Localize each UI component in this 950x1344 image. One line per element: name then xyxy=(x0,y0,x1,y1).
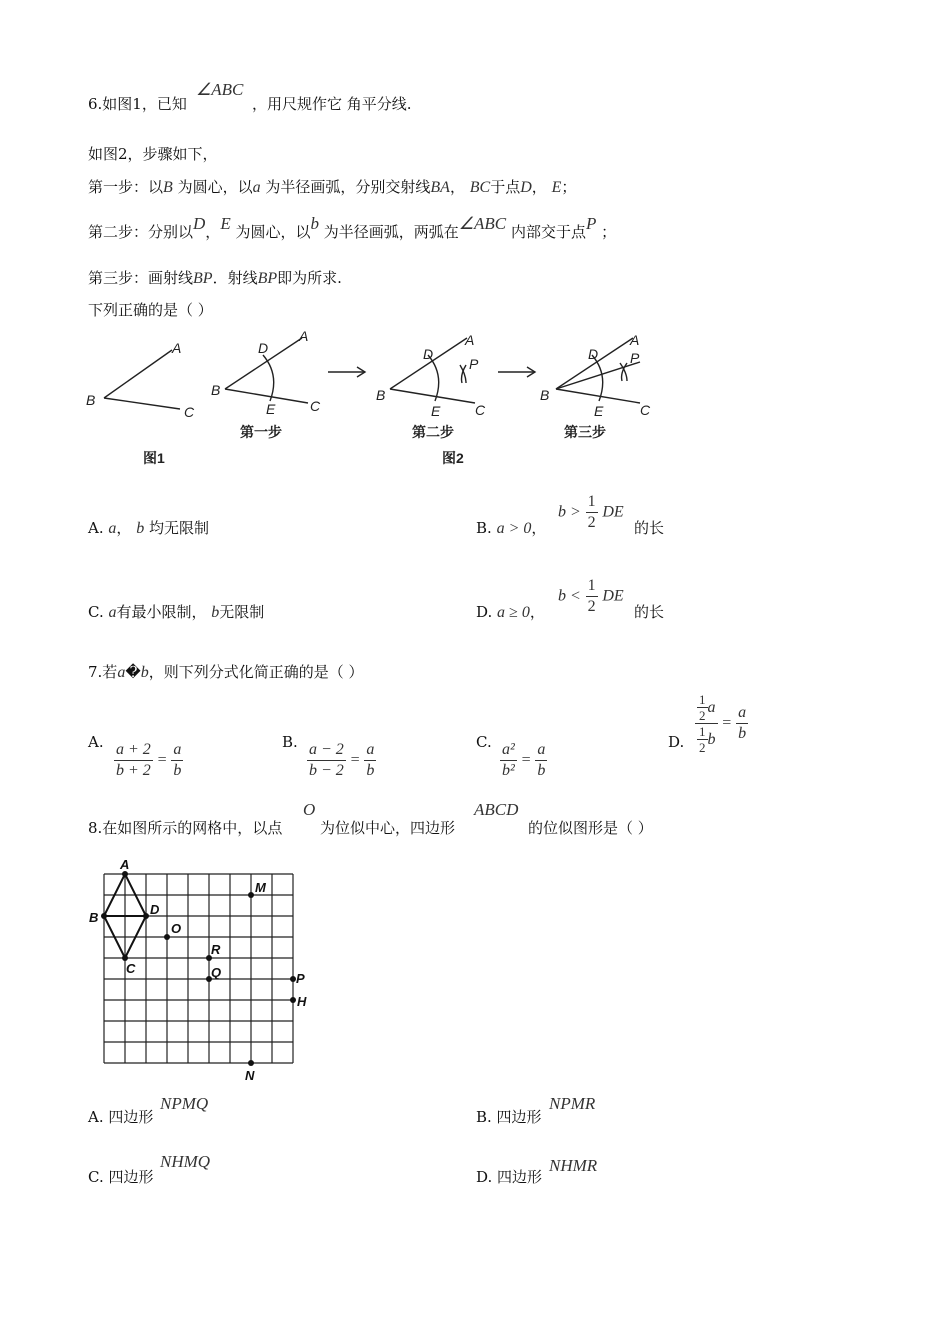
q7-option-a-label[interactable]: A. xyxy=(88,733,104,751)
s1-label-e: E xyxy=(266,401,276,417)
s1-label-a: A xyxy=(299,328,309,344)
q7-stem: 7.若a�b，则下列分式化简正确的是（ ） xyxy=(88,663,364,681)
s3-label-c: C xyxy=(640,402,651,418)
q6-option-b-tail: 的长 xyxy=(634,519,665,537)
s2-label-b: B xyxy=(376,387,386,403)
point-label-n: N xyxy=(245,1068,255,1083)
point-label-m: M xyxy=(255,880,266,895)
q6-option-b[interactable]: B. a > 0， xyxy=(476,519,547,537)
s1-label-d: D xyxy=(258,340,269,356)
q6-step2: 第二步：分别以D，E 为圆心，以b 为半径画弧，两弧在∠ABC 内部交于点P ； xyxy=(88,214,617,241)
q6-figure xyxy=(80,325,680,475)
q6-ask: 下列正确的是（ ） xyxy=(88,301,213,319)
q8-stem-mid: 为位似中心，四边形 xyxy=(320,819,456,837)
s3-label-e: E xyxy=(594,403,604,419)
q6-step3: 第三步：画射线BP．射线BP即为所求. xyxy=(88,269,342,287)
point-label-o: O xyxy=(171,921,182,936)
point-n xyxy=(248,1060,254,1066)
s2-label-e: E xyxy=(431,403,441,419)
point-label-q: Q xyxy=(211,965,222,980)
point-label-r: R xyxy=(211,942,221,957)
step2-caption: 第二步 xyxy=(412,424,454,440)
point-label-a: A xyxy=(120,857,130,872)
s3-label-b: B xyxy=(540,387,550,403)
q8-center-o: O xyxy=(303,800,316,819)
q6-stem: 6.如图1，已知 xyxy=(88,95,187,113)
q6-option-a[interactable]: A. a， b 均无限制 xyxy=(88,519,209,537)
step3-caption: 第三步 xyxy=(564,424,606,440)
fig2-caption: 图2 xyxy=(442,450,464,466)
q8-option-b-quad: NPMR xyxy=(549,1094,596,1113)
q6-option-b-formula: b > $\frac{1}{2}$ DE xyxy=(558,493,624,531)
q7-option-d-label[interactable]: D. xyxy=(668,733,685,751)
q7-option-c-label[interactable]: C. xyxy=(476,733,492,751)
s2-label-c: C xyxy=(475,402,486,418)
q8-stem: 8.在如图所示的网格中，以点 xyxy=(88,819,283,837)
point-o xyxy=(164,934,170,940)
q8-option-c[interactable]: C. 四边形 xyxy=(88,1168,154,1186)
point-label-c: C xyxy=(126,961,136,976)
step1-caption: 第一步 xyxy=(240,424,282,440)
fig1-caption: 图1 xyxy=(143,450,165,466)
q6-line2: 如图2，步骤如下， xyxy=(88,145,218,163)
q8-option-a-quad: NPMQ xyxy=(160,1094,209,1113)
q7-option-a-formula: $\frac{a + 2}{b + 2}$ = $\frac{a}{b}$ xyxy=(116,741,182,779)
s2-label-d: D xyxy=(423,346,434,362)
point-h xyxy=(290,997,296,1003)
q8-option-a[interactable]: A. 四边形 xyxy=(88,1108,154,1126)
q6-option-d[interactable]: D. a ≥ 0， xyxy=(476,603,545,621)
s2-label-a: A xyxy=(465,332,475,348)
q6-stem-suffix: ，用尺规作它 角平分线. xyxy=(252,95,412,113)
q7-option-b-formula: $\frac{a - 2}{b - 2}$ = $\frac{a}{b}$ xyxy=(309,741,375,779)
q8-grid-figure xyxy=(80,852,320,1087)
q8-stem-suffix: 的位似图形是（ ） xyxy=(528,819,653,837)
q7-option-b-label[interactable]: B. xyxy=(282,733,298,751)
q6-option-d-tail: 的长 xyxy=(634,603,665,621)
s3-label-d: D xyxy=(588,346,599,362)
q6-step1: 第一步：以B 为圆心，以a 为半径画弧，分别交射线BA， BC于点D， E； xyxy=(88,178,577,196)
fig1-label-b: B xyxy=(86,392,96,408)
s3-label-p: P xyxy=(630,350,640,366)
q6-angle: ∠ABC xyxy=(196,80,244,99)
s1-label-b: B xyxy=(211,382,221,398)
q7-option-d-formula: $\frac{1}{2}$ a $\frac{1}{2}$ b = $\frac{a}{b}$ xyxy=(695,692,748,755)
point-label-d: D xyxy=(150,902,160,917)
grid-points xyxy=(89,857,307,1083)
q7-option-c-formula: $\frac{\text{a²}}{\text{b²}}$ = $\frac{a}{b}$ xyxy=(502,741,546,779)
q8-option-b[interactable]: B. 四边形 xyxy=(476,1108,542,1126)
point-b xyxy=(101,913,107,919)
q6-option-d-formula: b < $\frac{1}{2}$ DE xyxy=(558,577,624,615)
point-d xyxy=(143,913,149,919)
q8-quad-abcd: ABCD xyxy=(474,800,519,819)
point-m xyxy=(248,892,254,898)
q6-option-c[interactable]: C. a有最小限制， b无限制 xyxy=(88,603,265,621)
point-label-b: B xyxy=(89,910,99,925)
s2-label-p: P xyxy=(469,356,479,372)
point-label-h: H xyxy=(297,994,307,1009)
fig1-label-a: A xyxy=(172,340,182,356)
q8-option-d-quad: NHMR xyxy=(549,1156,598,1175)
q8-option-c-quad: NHMQ xyxy=(160,1152,211,1171)
fig1-label-c: C xyxy=(184,404,195,420)
q8-option-d[interactable]: D. 四边形 xyxy=(476,1168,543,1186)
point-label-p: P xyxy=(296,971,305,986)
s3-label-a: A xyxy=(630,332,640,348)
s1-label-c: C xyxy=(310,398,321,414)
